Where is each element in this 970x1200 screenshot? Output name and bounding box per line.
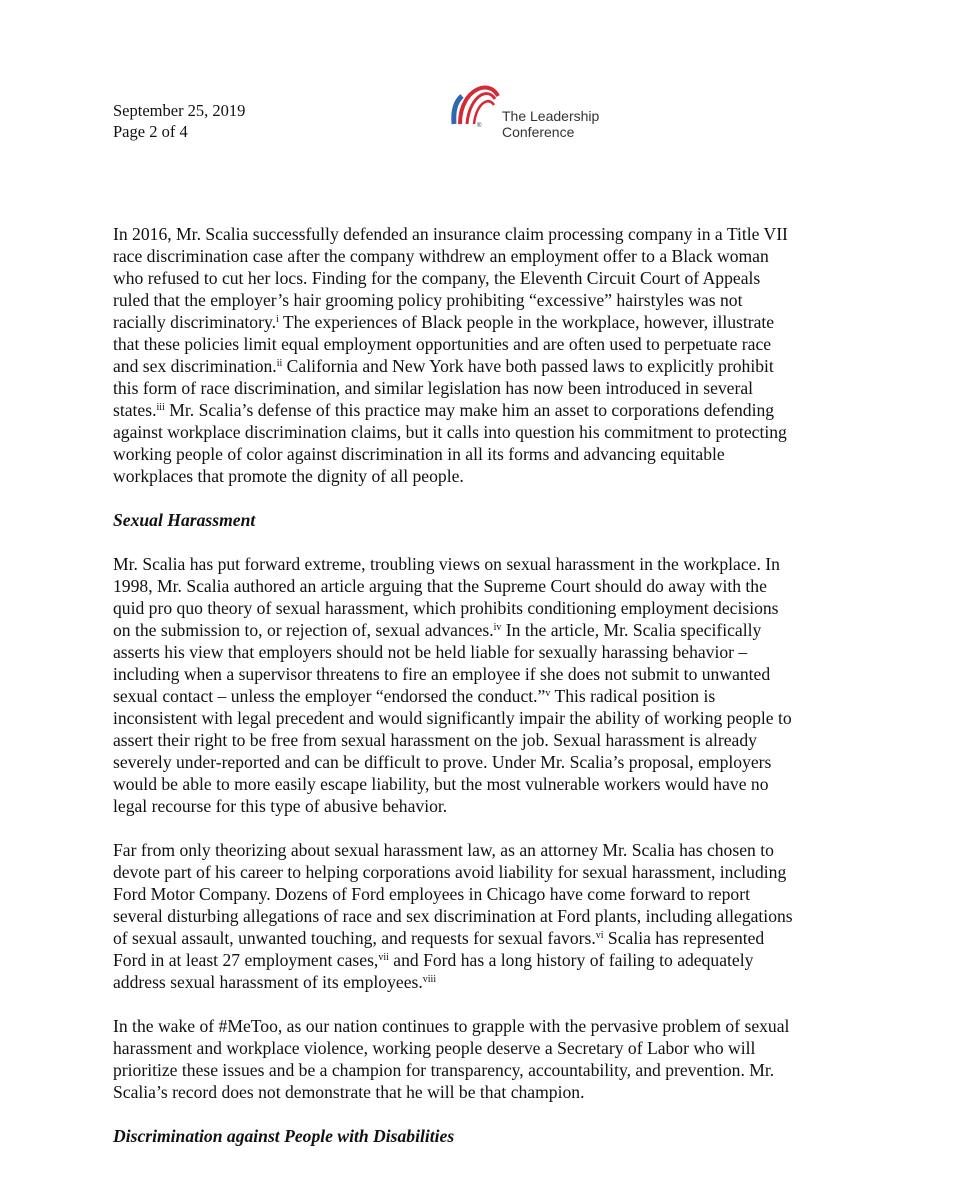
leadership-conference-arcs-icon (448, 82, 500, 128)
endnote-marker: i (276, 314, 279, 325)
text-run: states. (113, 400, 157, 420)
endnote-marker: ii (276, 358, 283, 369)
paragraph-scalia-views (113, 553, 858, 817)
text-run: and sex discrimination. (113, 356, 277, 376)
logo-line-2: Conference (502, 124, 575, 140)
endnote-marker: vi (595, 930, 604, 941)
text-line: this form of race discrimination, and similar legislation has now been introduced in several (113, 378, 754, 398)
text-run: Mr. Scalia’s defense of this practice may make him an asset to corporations defending (164, 400, 775, 420)
text-line: Scalia’s record does not demonstrate that he will be that champion. (113, 1082, 585, 1102)
text-line (113, 355, 858, 377)
text-line: severely under-reported and can be difficult to prove. Under Mr. Scalia’s proposal, employers (113, 752, 772, 772)
text-run: Scalia has represented (603, 928, 765, 948)
organization-logo (448, 82, 608, 142)
endnote-marker: iv (493, 622, 502, 633)
text-line: that these policies limit equal employment opportunities and are often used to perpetuate race (113, 334, 772, 354)
text-run: sexual contact – unless the employer “endorsed the conduct.” (113, 686, 546, 706)
text-run: address sexual harassment of its employees. (113, 972, 423, 992)
endnote-marker: vii (378, 952, 389, 963)
paragraph-metoo (113, 1015, 858, 1103)
text-line: Mr. Scalia has put forward extreme, troubling views on sexual harassment in the workplace. In (113, 554, 780, 574)
text-line: asserts his view that employers should not be held liable for sexually harassing behavior – (113, 642, 748, 662)
text-line: ruled that the employer’s hair grooming policy prohibiting “excessive” hairstyles was not (113, 290, 743, 310)
text-line: Far from only theorizing about sexual harassment law, as an attorney Mr. Scalia has chosen to (113, 840, 774, 860)
endnote-marker: iii (156, 402, 165, 413)
text-line (113, 685, 858, 707)
endnote-marker: viii (422, 974, 437, 985)
text-line: In 2016, Mr. Scalia successfully defended an insurance claim processing company in a Title VII (113, 224, 788, 244)
text-line: would be able to more easily escape liability, but the most vulnerable workers would have no (113, 774, 769, 794)
paragraph-ford-representation (113, 839, 858, 993)
section-heading-disabilities: Discrimination against People with Disabilities (113, 1126, 455, 1146)
text-line: Ford Motor Company. Dozens of Ford employees in Chicago have come forward to report (113, 884, 750, 904)
page-number: Page 2 of 4 (113, 122, 188, 141)
text-run: of sexual assault, unwanted touching, and requests for sexual favors. (113, 928, 596, 948)
endnote-marker: v (545, 688, 551, 699)
text-line: In the wake of #MeToo, as our nation continues to grapple with the pervasive problem of sexual (113, 1016, 790, 1036)
text-line (113, 949, 858, 971)
text-line (113, 619, 858, 641)
text-run: racially discriminatory. (113, 312, 277, 332)
logo-line-1: The Leadership (502, 108, 600, 124)
paragraph-hair-discrimination (113, 223, 858, 487)
logo-text (502, 108, 599, 140)
text-line: working people of color against discrimination in all its forms and advancing equitable (113, 444, 725, 464)
text-line: who refused to cut her locs. Finding for the company, the Eleventh Circuit Court of Appeals (113, 268, 761, 288)
section-heading-sexual-harassment: Sexual Harassment (113, 510, 256, 530)
text-line: 1998, Mr. Scalia authored an article arguing that the Supreme Court should do away with the (113, 576, 767, 596)
text-run: In the article, Mr. Scalia specifically (501, 620, 762, 640)
text-run: The experiences of Black people in the workplace, however, illustrate (278, 312, 775, 332)
text-line: inconsistent with legal precedent and would significantly impair the ability of working people to (113, 708, 792, 728)
letter-body (113, 223, 858, 1169)
text-line: prioritize these issues and be a champion for transparency, accountability, and prevention. Mr. (113, 1060, 775, 1080)
text-run: California and New York have both passed laws to explicitly prohibit (282, 356, 774, 376)
text-run: Ford in at least 27 employment cases, (113, 950, 379, 970)
text-line: race discrimination case after the company withdrew an employment offer to a Black woman (113, 246, 769, 266)
text-line: workplaces that promote the dignity of all people. (113, 466, 464, 486)
text-line: including when a supervisor threatens to fire an employee if she does not submit to unwanted (113, 664, 771, 684)
text-line: several disturbing allegations of race and sex discrimination at Ford plants, including allegations (113, 906, 793, 926)
letter-date: September 25, 2019 (113, 101, 246, 120)
text-line (113, 927, 858, 949)
text-line: harassment and workplace violence, working people deserve a Secretary of Labor who will (113, 1038, 756, 1058)
text-line: devote part of his career to helping corporations avoid liability for sexual harassment, including (113, 862, 787, 882)
text-run: This radical position is (550, 686, 716, 706)
text-line (113, 399, 858, 421)
text-run: and Ford has a long history of failing to adequately (388, 950, 754, 970)
letter-meta (113, 100, 245, 142)
text-run: on the submission to, or rejection of, sexual advances. (113, 620, 494, 640)
registered-mark: ® (477, 123, 482, 128)
text-line (113, 971, 858, 993)
text-line: quid pro quo theory of sexual harassment, which prohibits conditioning employment decisions (113, 598, 779, 618)
text-line: against workplace discrimination claims, but it calls into question his commitment to protecting (113, 422, 787, 442)
text-line: assert their right to be free from sexual harassment on the job. Sexual harassment is already (113, 730, 757, 750)
text-line (113, 311, 858, 333)
text-line: legal recourse for this type of abusive behavior. (113, 796, 448, 816)
